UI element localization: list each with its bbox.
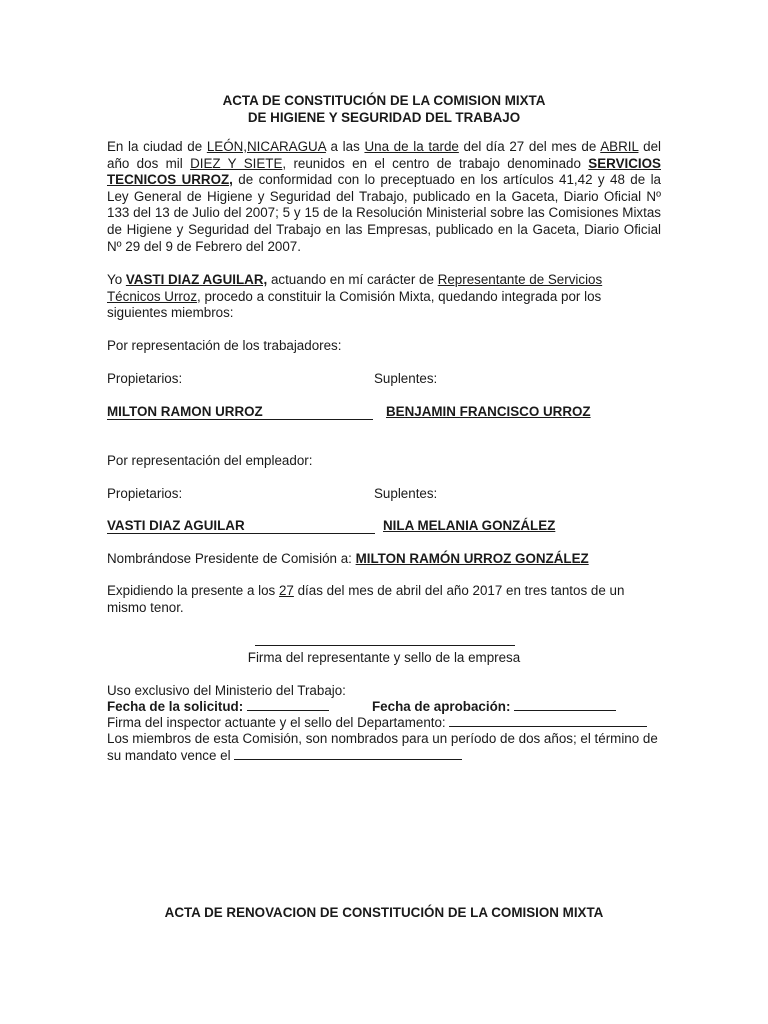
workers-owners-label: Propietarios: [107, 371, 183, 386]
request-date-row [107, 699, 329, 716]
president-line [107, 551, 589, 568]
document-title [0, 93, 768, 126]
declaration-text-1: Yo [107, 272, 126, 287]
declarant-name: VASTI DIAZ AGUILAR, [125, 272, 268, 287]
city-field: LEÓN,NICARAGUA [206, 139, 326, 154]
month-field: ABRIL [600, 139, 639, 154]
year-field: DIEZ Y SIETE [190, 155, 283, 171]
issuance-paragraph [107, 583, 647, 616]
inspector-signature-blank [449, 715, 647, 727]
term-text: Los miembros de esta Comisión, son nombrados para un período de dos años; el término de su mandato vence el [107, 731, 658, 763]
issuance-day: 27 [278, 583, 294, 598]
president-label: Nombrándose Presidente de Comisión a: [107, 551, 356, 566]
request-date-blank [247, 699, 329, 711]
signature-line [255, 645, 515, 646]
issuance-text-1: Expidiendo la presente a los [107, 583, 279, 598]
intro-text-6: de conformidad con lo preceptuado en los artículos 41,42 y 48 de la Ley General de Higiene y Seguridad del Trabajo, publicado en la Gaceta, Diario Oficial Nº 133 del 13 de Julio del 2007; 5 y 15 de la Resolución Ministerial sobre las Comisiones Mixtas de Higiene y Seguridad del Trabajo en las Empresas, publicado en la Gaceta, Diario Oficial Nº 29 del 9 de Febrero del 2007. [107, 172, 661, 254]
intro-text-1: En la ciudad de [107, 139, 207, 154]
inspector-label: Firma del inspector actuante y el sello del Departamento: [107, 715, 446, 730]
signature-caption: Firma del representante y sello de la empresa [247, 650, 521, 665]
intro-text-4: del año dos mil [107, 139, 661, 171]
issuance-text-2: días del mes de abril del año 2017 en tres tantos de un mismo tenor. [107, 583, 625, 615]
employer-substitutes-label: Suplentes: [374, 486, 438, 501]
request-date-label: Fecha de la solicitud: [107, 699, 244, 714]
title-line-2: DE HIGIENE Y SEGURIDAD DEL TRABAJO [247, 109, 521, 125]
declarant-role: Representante de Servicios Técnicos Urroz [107, 272, 603, 304]
employer-owner-name: VASTI DIAZ AGUILAR [107, 518, 375, 534]
workers-owner-name: MILTON RAMON URROZ [107, 404, 373, 420]
intro-text-2: a las [325, 139, 365, 154]
employer-substitute-name: NILA MELANIA GONZÁLEZ [383, 518, 556, 533]
ministry-heading: Uso exclusivo del Ministerio del Trabajo: [107, 683, 346, 698]
workers-substitutes-label: Suplentes: [374, 371, 438, 386]
employer-owners-label: Propietarios: [107, 486, 183, 501]
approval-date-blank [514, 699, 616, 711]
approval-date-label: Fecha de aprobación: [372, 699, 511, 714]
title-line-1: ACTA DE CONSTITUCIÓN DE LA COMISION MIXTA [222, 93, 546, 108]
term-paragraph [107, 731, 661, 764]
intro-paragraph [107, 139, 661, 255]
president-name: MILTON RAMÓN URROZ GONZÁLEZ [355, 551, 589, 566]
declaration-paragraph [107, 272, 627, 322]
time-field: Una de la tarde [364, 139, 459, 154]
declaration-text-3: , procedo a constituir la Comisión Mixta, quedando integrada por los siguientes miembros: [107, 288, 602, 321]
term-expiry-blank [234, 748, 462, 760]
employer-heading: Por representación del empleador: [107, 453, 313, 468]
workers-heading: Por representación de los trabajadores: [107, 338, 342, 353]
declaration-text-2: actuando en mí carácter de [267, 272, 438, 287]
approval-date-row [372, 699, 616, 716]
workers-substitute-name: BENJAMIN FRANCISCO URROZ [386, 404, 591, 419]
intro-text-3: del día 27 del mes de [458, 139, 601, 154]
intro-text-5: , reunidos en el centro de trabajo denominado [282, 155, 589, 171]
inspector-row [107, 715, 647, 732]
company-name: SERVICIOS TECNICOS URROZ, [107, 155, 661, 188]
renewal-title: ACTA DE RENOVACION DE CONSTITUCIÓN DE LA COMISION MIXTA [164, 905, 604, 920]
